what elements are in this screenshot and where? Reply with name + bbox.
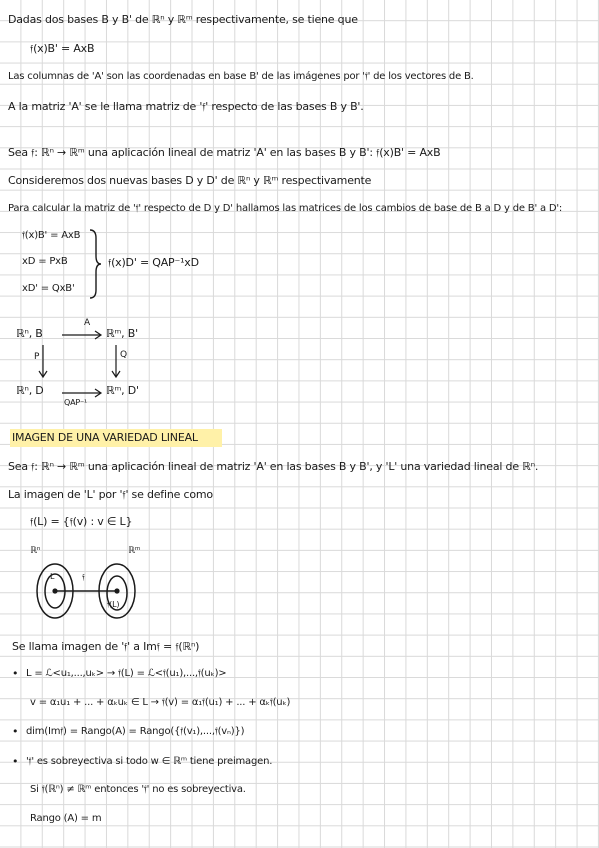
bullet-3-text: '𝔣' es sobreyectiva si todo w ∈ ℝᵐ tiene preimagen.	[26, 756, 273, 767]
diagram-arrow-label-q: Q	[120, 350, 127, 360]
text-line-3: Las columnas de 'A' son las coordenadas en base B' de las imágenes por '𝔣' de los vectores de B.	[8, 71, 474, 82]
system-result: 𝔣(x)D' = QAP⁻¹xD	[108, 256, 199, 269]
text-line-1: Dadas dos bases B y B' de ℝⁿ y ℝᵐ respectivamente, se tiene que	[8, 13, 358, 26]
system-eq-3: xD' = QxB'	[22, 283, 75, 294]
system-eq-2: xD = PxB	[22, 256, 68, 267]
bullet-2-text: dim(Im𝔣) = Rango(A) = Rango({𝔣(v₁),...,𝔣(vₙ)})	[26, 726, 245, 737]
bullet-3-sub: Si 𝔣(ℝⁿ) ≠ ℝᵐ entonces '𝔣' no es sobreyectiva.	[30, 784, 246, 795]
text-line-5: Sea 𝔣: ℝⁿ → ℝᵐ una aplicación lineal de matriz 'A' en las bases B y B': 𝔣(x)B' = AxB	[8, 146, 441, 159]
text-line-4: A la matriz 'A' se le llama matriz de '𝔣' respecto de las bases B y B'.	[8, 100, 364, 113]
bullet-2-marker: •	[12, 725, 19, 738]
figure-l-label: L	[50, 572, 55, 581]
formula-f-ax: 𝔣(x)B' = AxB	[30, 42, 95, 55]
bullet-1-sub: v = α₁u₁ + ... + αₖuₖ ∈ L → 𝔣(v) = α₁𝔣(u₁) + ... + αₖ𝔣(uₖ)	[30, 697, 291, 708]
diagram-top-right: ℝᵐ, B'	[106, 327, 138, 340]
section-heading: IMAGEN DE UNA VARIEDAD LINEAL	[12, 431, 198, 444]
text-line-7: Para calcular la matriz de '𝔣' respecto de D y D' hallamos las matrices de los cambios de base de B a D y de B' a D':	[8, 203, 563, 214]
diagram-bottom-right: ℝᵐ, D'	[106, 384, 139, 397]
formula-image-def: 𝔣(L) = {𝔣(v) : v ∈ L}	[30, 515, 133, 528]
diagram-bottom-left: ℝⁿ, D	[16, 384, 44, 397]
bullet-3-rank: Rango (A) = m	[30, 813, 102, 824]
text-line-9: La imagen de 'L' por '𝔣' se define como	[8, 488, 213, 501]
figure-codomain-label: ℝᵐ	[128, 546, 141, 556]
figure-image-label: 𝔣(L)	[107, 600, 120, 609]
text-line-6: Consideremos dos nuevas bases D y D' de ℝⁿ y ℝᵐ respectivamente	[8, 174, 372, 187]
text-line-8: Sea 𝔣: ℝⁿ → ℝᵐ una aplicación lineal de matriz 'A' en las bases B y B', y 'L' una variedad lineal de ℝⁿ.	[8, 460, 539, 473]
text-line-11: Se llama imagen de '𝔣' a Im𝔣 = 𝔣(ℝⁿ)	[12, 640, 200, 653]
bullet-1-text: L = ℒ<u₁,...,uₖ> → 𝔣(L) = ℒ<𝔣(u₁),...,𝔣(uₖ)>	[26, 668, 227, 679]
diagram-arrow-label-p: P	[34, 352, 40, 362]
figure-domain-label: ℝⁿ	[30, 546, 41, 556]
bullet-1-marker: •	[12, 667, 19, 680]
diagram-arrow-label-a: A	[84, 318, 90, 328]
diagram-top-left: ℝⁿ, B	[16, 327, 43, 340]
bullet-3-marker: •	[12, 755, 19, 768]
system-eq-1: 𝔣(x)B' = AxB	[22, 230, 81, 241]
figure-map-label: 𝔣	[82, 573, 85, 583]
diagram-arrow-label-qap: QAP⁻¹	[64, 398, 88, 407]
